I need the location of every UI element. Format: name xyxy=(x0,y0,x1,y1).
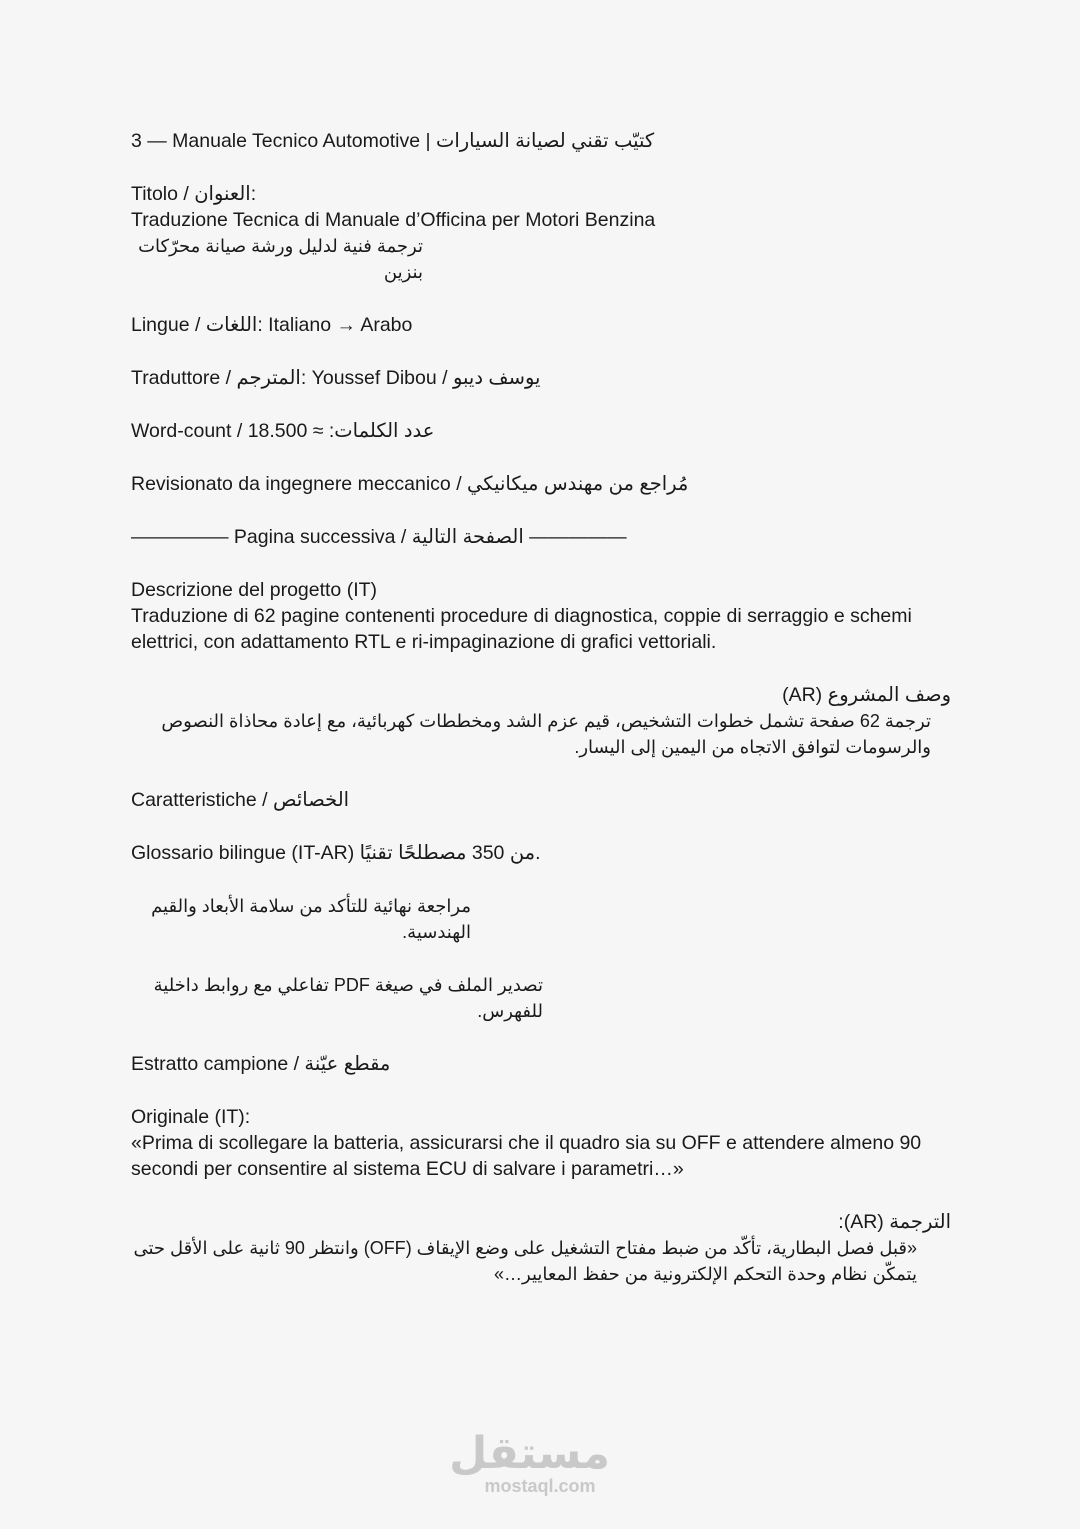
feature-item: Glossario bilingue (IT-AR) من 350 مصطلحًا تقنيًا. xyxy=(131,842,541,864)
document-title: 3 — Manuale Tecnico Automotive | كتيّب تقني لصيانة السيارات xyxy=(131,130,655,152)
description-ar-heading: وصف المشروع (AR) xyxy=(782,684,951,706)
word-count-line: Word-count / عدد الكلمات: ≈ 18.500 xyxy=(131,420,435,442)
mostaql-logo: مستقل xyxy=(449,1428,610,1479)
original-label: Originale (IT): xyxy=(131,1106,251,1128)
document-body xyxy=(131,128,951,1287)
translation-label: الترجمة (AR): xyxy=(838,1211,951,1233)
feature-item: تصدير الملف في صيغة PDF تفاعلي مع روابط داخلية للفهرس. xyxy=(153,975,543,1021)
title-italian: Traduzione Tecnica di Manuale d’Officina per Motori Benzina xyxy=(131,209,656,231)
reviewed-line: Revisionato da ingegnere meccanico / مُراجع من مهندس ميكانيكي xyxy=(131,473,689,495)
original-text: «Prima di scollegare la batteria, assicurarsi che il quadro sia su OFF e attendere almeno 90 secondi per consentire al sistema ECU di salvare i parametri…» xyxy=(131,1132,927,1180)
languages-line: Lingue / اللغات: Italiano → Arabo xyxy=(131,314,413,336)
mostaql-watermark xyxy=(449,1428,610,1496)
mostaql-url: mostaql.com xyxy=(484,1476,596,1496)
features-heading: Caratteristiche / الخصائص xyxy=(131,789,350,811)
sample-heading: Estratto campione / مقطع عيّنة xyxy=(131,1053,391,1075)
translation-text: «قبل فصل البطارية، تأكّد من ضبط مفتاح التشغيل على وضع الإيقاف (OFF) وانتظر 90 ثانية على الأقل حتى يتمكّن نظام وحدة التحكم الإلكترونية من حفظ المعايير…» xyxy=(133,1238,917,1284)
title-label: Titolo / العنوان: xyxy=(131,183,257,205)
description-it-heading: Descrizione del progetto (IT) xyxy=(131,579,378,601)
page-separator: ————— Pagina successiva / الصفحة التالية ————— xyxy=(131,526,627,548)
description-ar-text: ترجمة 62 صفحة تشمل خطوات التشخيص، قيم عزم الشد ومخططات كهربائية، مع إعادة محاذاة النصوص والرسومات لتوافق الاتجاه من اليمين إلى اليسار. xyxy=(161,711,931,757)
feature-item: مراجعة نهائية للتأكد من سلامة الأبعاد والقيم الهندسية. xyxy=(151,896,471,942)
translator-line: Traduttore / المترجم: Youssef Dibou / يوسف ديبو xyxy=(131,367,541,389)
title-arabic: ترجمة فنية لدليل ورشة صيانة محرّكات بنزين xyxy=(138,236,423,282)
description-it-text: Traduzione di 62 pagine contenenti procedure di diagnostica, coppie di serraggio e schemi elettrici, con adattamento RTL e ri-impaginazione di grafici vettoriali. xyxy=(131,605,918,653)
